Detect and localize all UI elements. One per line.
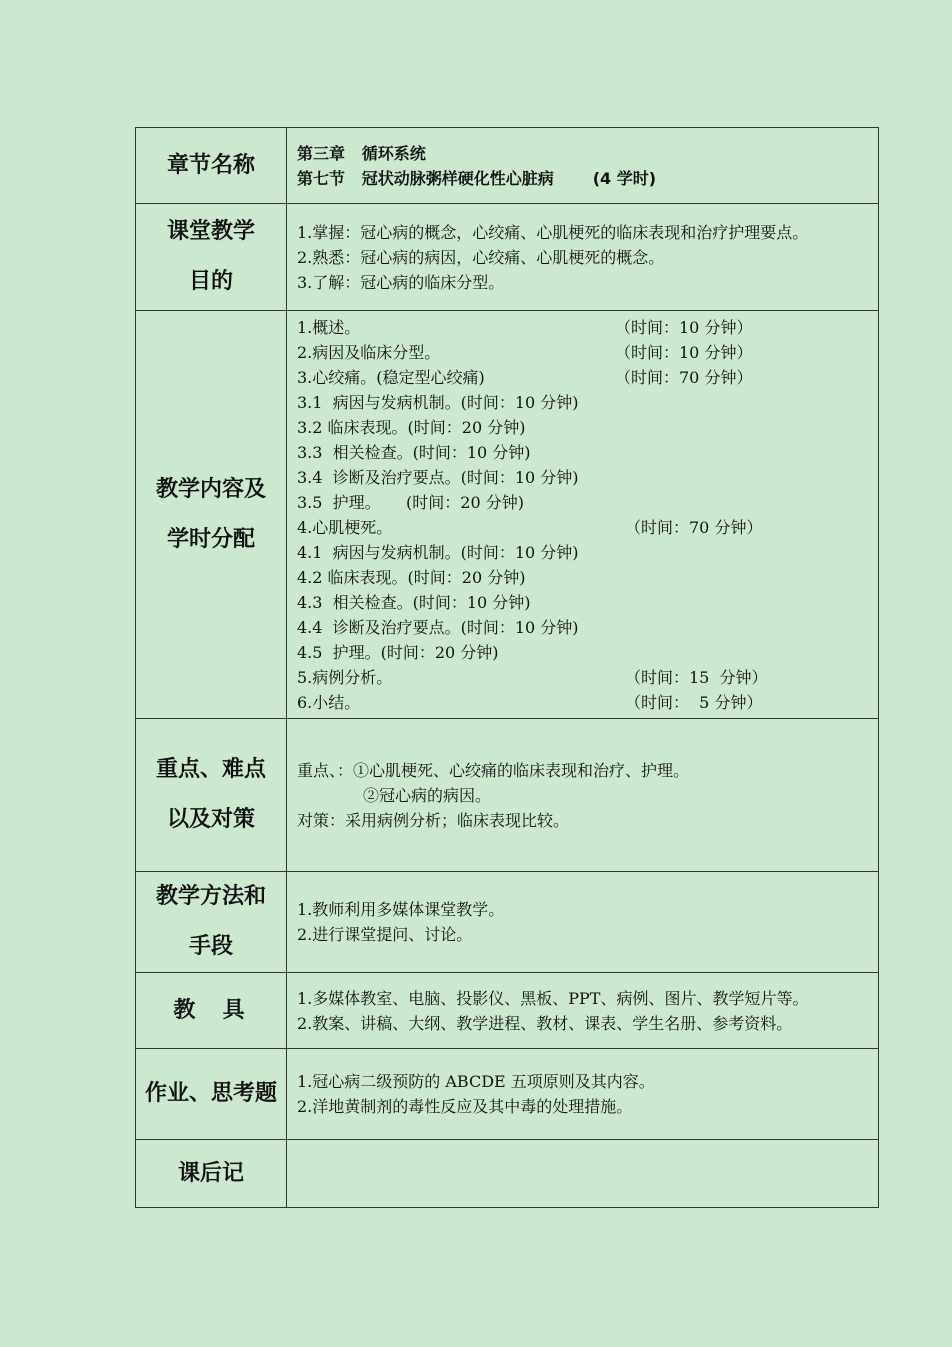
tools-row	[136, 973, 879, 1049]
content-item-text: 4.3 相关检查。(时间：10 分钟)	[297, 592, 531, 612]
key-points-content	[287, 719, 879, 872]
content-item	[297, 490, 872, 515]
method-item: 2.进行课堂提问、讨论。	[297, 925, 473, 944]
strategy-line: 对策：采用病例分析；临床表现比较。	[297, 810, 570, 830]
content-item	[297, 565, 872, 590]
lesson-plan-table	[135, 127, 879, 1208]
content-list	[287, 311, 879, 719]
notes-content[interactable]	[287, 1140, 879, 1208]
content-item-time: （时间：10 分钟）	[615, 317, 753, 337]
objectives-row	[136, 204, 879, 311]
objectives-label	[136, 204, 287, 311]
content-item-time: （时间：15 分钟）	[625, 667, 768, 687]
homework-label	[136, 1049, 287, 1140]
content-items	[297, 315, 872, 715]
content-item	[297, 340, 872, 365]
content-item-text: 3.4 诊断及治疗要点。(时间：10 分钟)	[297, 467, 579, 487]
content-item-time: （时间：10 分钟）	[615, 342, 753, 362]
tool-item: 2.教案、讲稿、大纲、教学进程、教材、课表、学生名册、参考资料。	[297, 1013, 793, 1033]
content-item-text: 4.心肌梗死。	[297, 517, 393, 537]
methods-label-line2: 手段	[188, 934, 233, 959]
content-item-text: 4.1 病因与发病机制。(时间：10 分钟)	[297, 542, 579, 562]
content-item-time: （时间：70 分钟）	[615, 367, 753, 387]
content-item-text: 3.1 病因与发病机制。(时间：10 分钟)	[297, 392, 579, 412]
content-item-text: 5.病例分析。	[297, 667, 393, 687]
key-points-label	[136, 719, 287, 872]
content-item	[297, 665, 872, 690]
tools-label-text: 教 具	[173, 997, 249, 1023]
content-item-text: 3.心绞痛。(稳定型心绞痛)	[297, 367, 485, 387]
homework-item: 2.洋地黄制剂的毒性反应及其中毒的处理措施。	[297, 1097, 633, 1116]
content-item-text: 4.4 诊断及治疗要点。(时间：10 分钟)	[297, 617, 579, 637]
notes-label	[136, 1140, 287, 1208]
content-item-text: 4.5 护理。(时间：20 分钟)	[297, 642, 499, 662]
objectives-content	[287, 204, 879, 311]
tools-content	[287, 973, 879, 1049]
content-item	[297, 415, 872, 440]
methods-label-line1: 教学方法和	[155, 884, 266, 909]
homework-item: 1.冠心病二级预防的 ABCDE 五项原则及其内容。	[297, 1072, 655, 1091]
chapter-row	[136, 128, 879, 204]
key-point-line: ②冠心病的病因。	[363, 785, 492, 805]
content-item	[297, 440, 872, 465]
content-label	[136, 311, 287, 719]
chapter-label-text: 章节名称	[166, 152, 255, 178]
methods-label	[136, 872, 287, 973]
objective-item: 3.了解：冠心病的临床分型。	[297, 272, 505, 292]
content-item-text: 3.5 护理。 (时间：20 分钟)	[297, 492, 524, 512]
content-item-text: 4.2 临床表现。(时间：20 分钟)	[297, 567, 526, 587]
notes-label-text: 课后记	[177, 1160, 244, 1186]
notes-row	[136, 1140, 879, 1208]
key-point-line: 重点、：①心肌梗死、心绞痛的临床表现和治疗、护理。	[297, 760, 690, 780]
content-label-line1: 教学内容及	[155, 476, 266, 502]
methods-content	[287, 872, 879, 973]
content-item	[297, 465, 872, 490]
content-item-text: 2.病因及临床分型。	[297, 342, 441, 362]
key-points-label-line1: 重点、难点	[155, 757, 266, 782]
chapter-content	[287, 128, 879, 204]
objectives-label-line2: 目的	[188, 269, 233, 294]
objective-item: 2.熟悉：冠心病的病因，心绞痛、心肌梗死的概念。	[297, 247, 665, 267]
content-item	[297, 640, 872, 665]
content-item-time: （时间： 5 分钟）	[625, 692, 763, 712]
content-item	[297, 590, 872, 615]
content-item-text: 1.概述。	[297, 317, 361, 337]
content-label-line2: 学时分配	[166, 526, 255, 552]
tool-item: 1.多媒体教室、电脑、投影仪、黑板、PPT、病例、图片、教学短片等。	[297, 988, 809, 1008]
chapter-label	[136, 128, 287, 204]
content-item	[297, 315, 872, 340]
chapter-title: 第三章 循环系统	[297, 143, 426, 163]
content-item	[297, 690, 872, 715]
objective-item: 1.掌握：冠心病的概念，心绞痛、心肌梗死的临床表现和治疗护理要点。	[297, 222, 809, 242]
content-item-time: （时间：70 分钟）	[625, 517, 763, 537]
content-item	[297, 390, 872, 415]
objectives-label-line1: 课堂教学	[166, 219, 255, 244]
content-item	[297, 615, 872, 640]
section-title: 第七节 冠状动脉粥样硬化性心脏病 (4 学时)	[297, 168, 657, 188]
method-item: 1.教师利用多媒体课堂教学。	[297, 900, 505, 919]
methods-row	[136, 872, 879, 973]
content-row	[136, 311, 879, 719]
homework-row	[136, 1049, 879, 1140]
content-item-text: 3.3 相关检查。(时间：10 分钟)	[297, 442, 531, 462]
tools-label	[136, 973, 287, 1049]
key-points-label-line2: 以及对策	[166, 807, 255, 832]
content-item	[297, 540, 872, 565]
homework-label-text: 作业、思考题	[144, 1081, 277, 1106]
homework-content	[287, 1049, 879, 1140]
content-item	[297, 515, 872, 540]
content-item	[297, 365, 872, 390]
key-points-row	[136, 719, 879, 872]
content-item-text: 3.2 临床表现。(时间：20 分钟)	[297, 417, 526, 437]
content-item-text: 6.小结。	[297, 692, 361, 712]
